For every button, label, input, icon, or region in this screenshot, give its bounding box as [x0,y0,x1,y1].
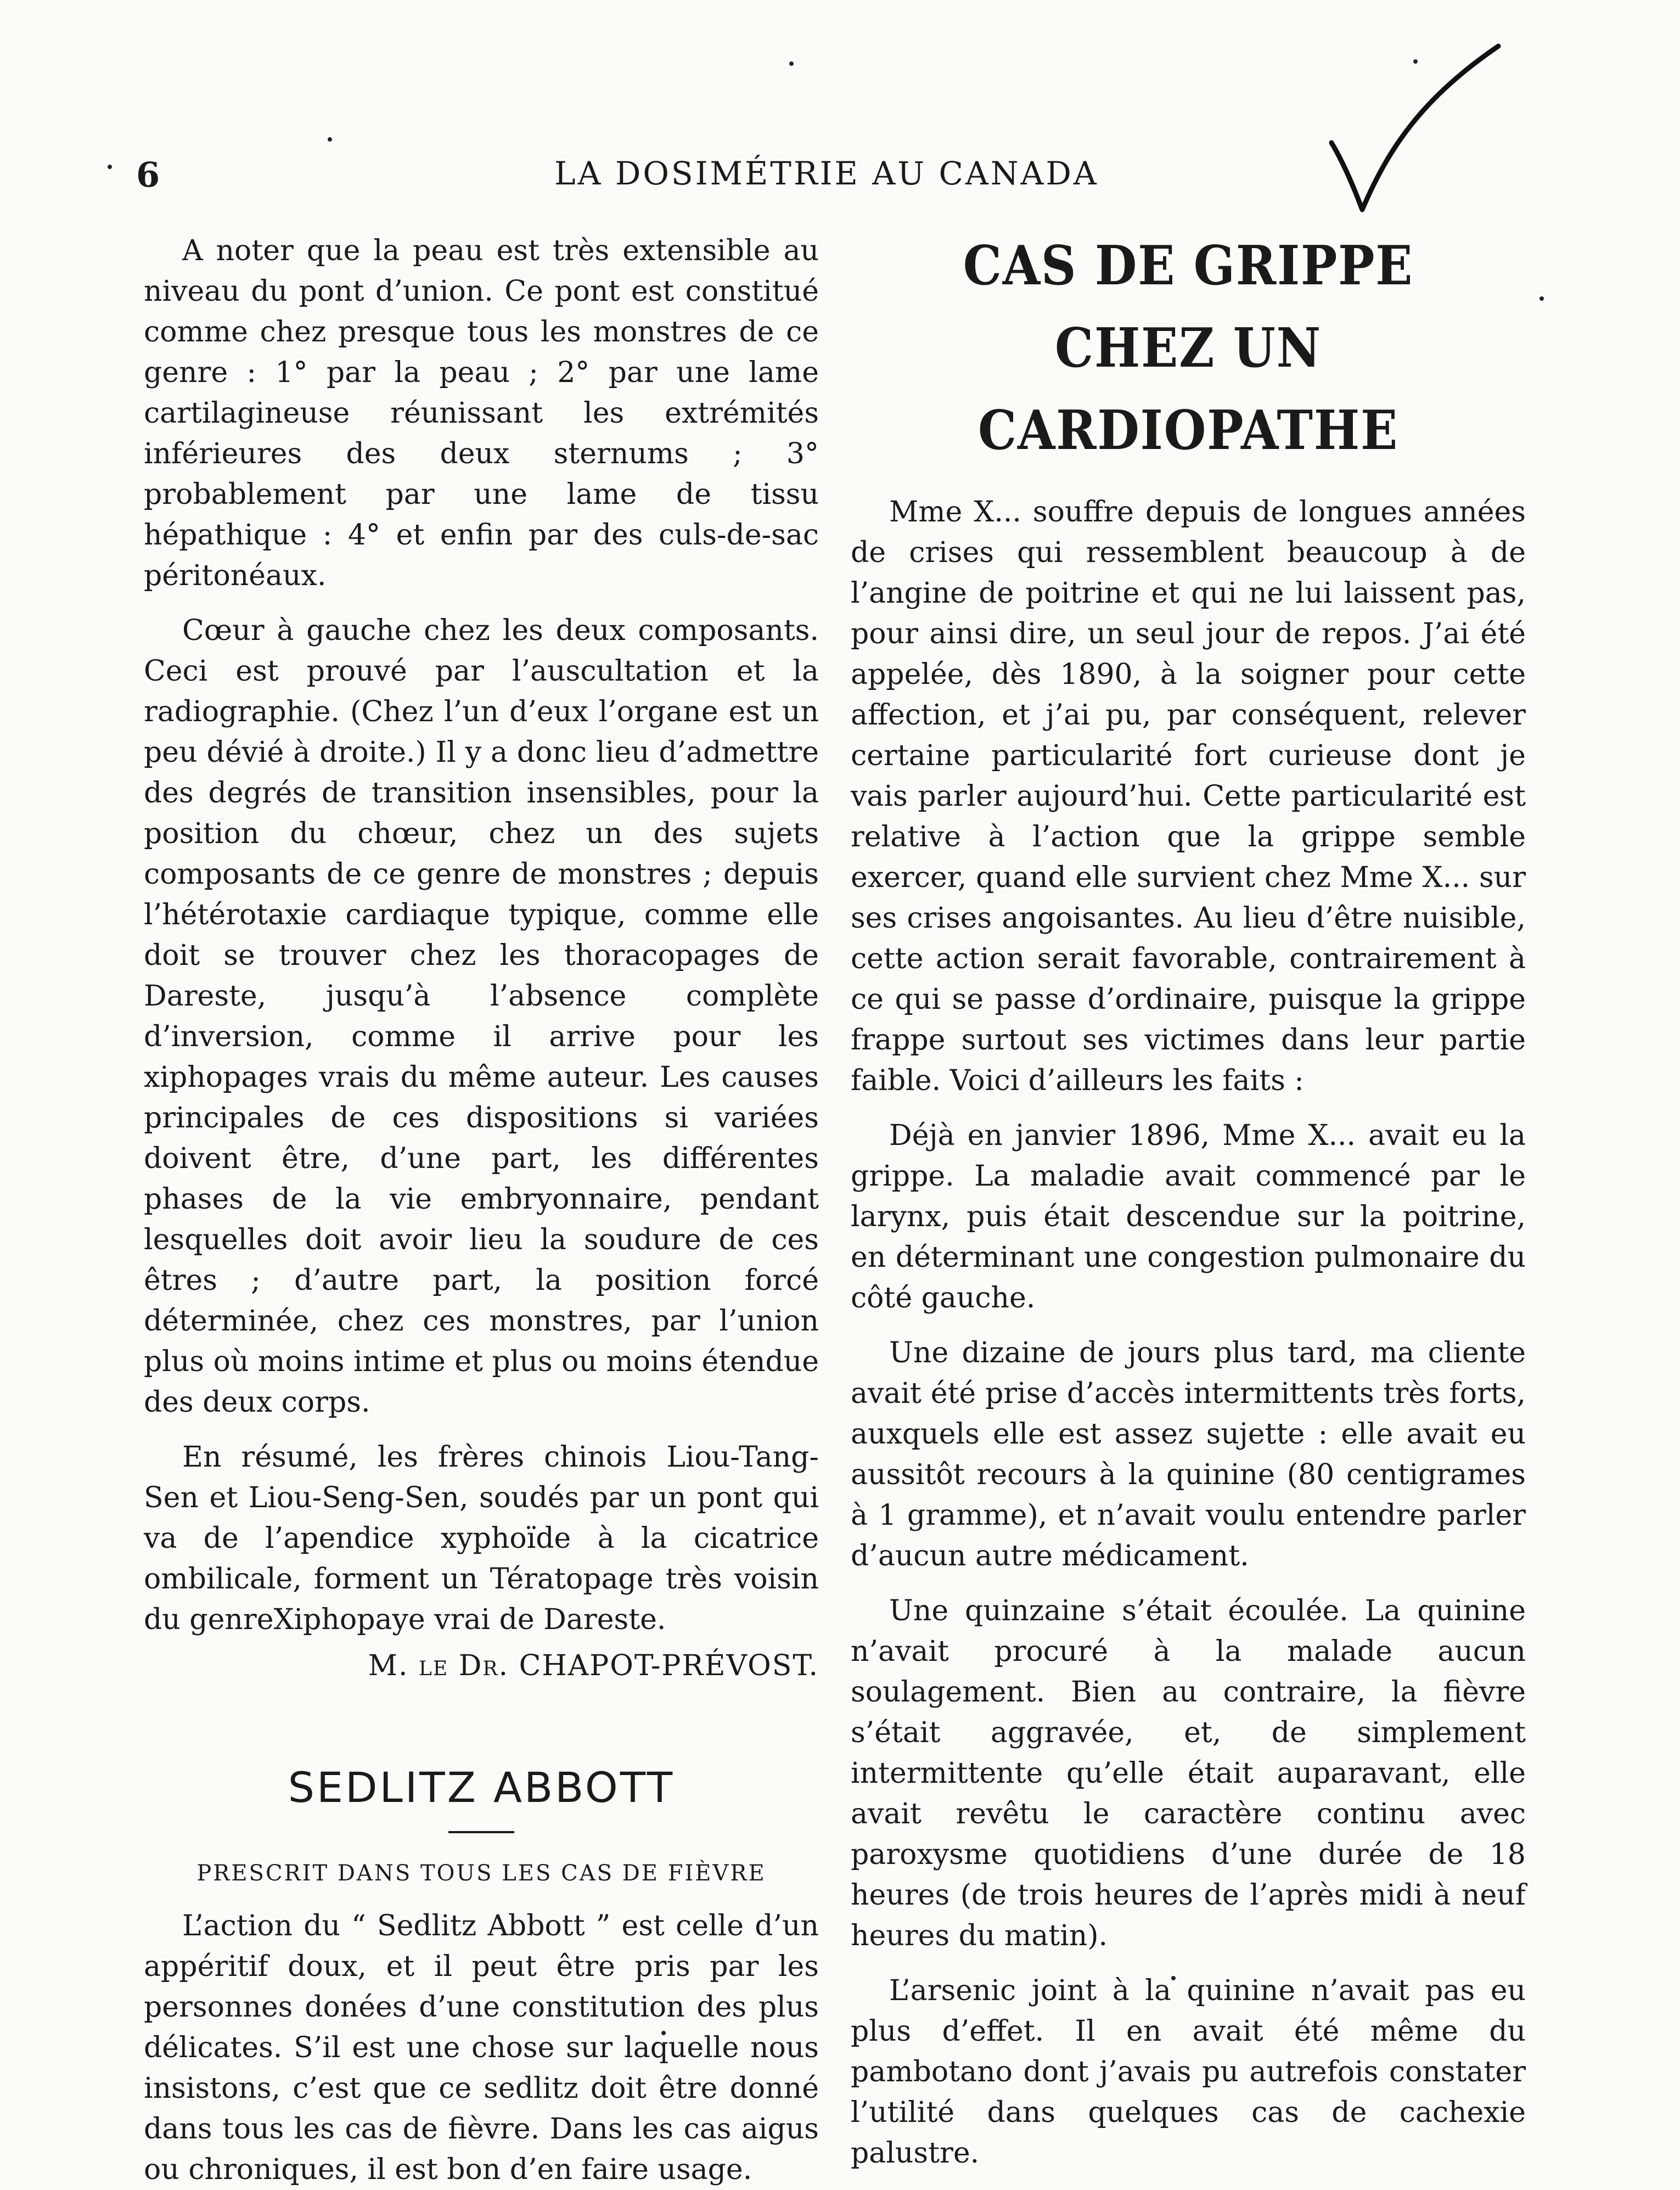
paragraph: Mme X... souffre depuis de longues années de crises qui ressemblent beaucoup à de l’angine de poitrine et qui ne lui laissent pas, pour ainsi dire, un seul jour de repos. J’ai été appelée, dès 1890, à la soigner pour cette affection, et j’ai pu, par conséquent, relever certaine particularité fort curieuse dont je vais parler aujourd’hui. Cette particularité est relative à l’action que la grippe semble exercer, quand elle survient chez Mme X... sur ses crises angoisantes. Au lieu d’être nuisible, cette action serait favorable, contrairement à ce qui se passe d’ordinaire, puisque la grippe frappe surtout ses victimes dans leur partie faible. Voici d’ailleurs les faits : [851,496,1526,1097]
print-speck [789,61,794,66]
paragraph: Déjà en janvier 1896, Mme X... avait eu la grippe. La maladie avait commencé par le larynx, puis était descendue sur la poitrine, en déterminant une congestion pulmonaire du côté gauche. [851,1119,1526,1315]
left-column [144,231,819,2190]
print-speck [1413,59,1418,64]
running-title: LA DOSIMÉTRIE AU CANADA [554,155,1099,192]
print-speck [1539,296,1544,301]
print-speck [328,137,332,142]
title-rule [448,1831,514,1833]
right-column [851,231,1526,2174]
author-signature: M. le Dr. CHAPOT-PRÉVOST. [368,1649,819,1682]
checkmark-icon [1328,38,1504,214]
paragraph: Une quinzaine s’était écoulée. La quinine n’avait procuré à la malade aucun soulagement. Bien au contraire, la fièvre s’était aggravée, et, de simplement intermittente qu’elle était auparavant, elle avait revêtu le caractère continu avec paroxysme quotidiens d’une durée de 18 heures (de trois heures de l’après midi à neuf heures du matin). [851,1594,1526,1952]
paragraph: A noter que la peau est très extensible au niveau du pont d’union. Ce pont est constitué comme chez presque tous les monstres de ce genre : 1° par la peau ; 2° par une lame cartilagineuse réunissant les extrémités inférieures des deux sternums ; 3° probablement par une lame de tissu hépathique : 4° et enfin par des culs-de-sac péritonéaux. [144,234,819,592]
paragraph: L’arsenic joint à la quinine n’avait pas eu plus d’effet. Il en avait été même du pambotano dont j’avais pu autrefois constater l’utilité dans quelques cas de cachexie palustre. [851,1974,1526,2170]
paragraph: En résumé, les frères chinois Liou-Tang-Sen et Liou-Seng-Sen, soudés par un pont qui va de l’apendice xyphoïde à la cicatrice ombilicale, forment un Tératopage très voisin du genreXiphopaye vrai de Dareste. [144,1441,819,1636]
page-number: 6 [136,155,160,195]
print-speck [108,165,112,169]
paragraph: Cœur à gauche chez les deux composants. Ceci est prouvé par l’auscultation et la radiographie. (Chez l’un d’eux l’organe est un peu dévié à droite.) Il y a donc lieu d’admettre des degrés de transition insensibles, pour la position du chœur, chez un des sujets composants de ce genre de monstres ; depuis l’hétérotaxie cardiaque typique, comme elle doit se trouver chez les thoracopages de Dareste, jusqu’à l’absence complète d’inversion, comme il arrive pour les xiphopages vrais du même auteur. Les causes principales de ces dispositions si variées doivent être, d’une part, les différentes phases de la vie embryonnaire, pendant lesquelles doit avoir lieu la soudure de ces êtres ; d’autre part, la position forcé déterminée, chez ces monstres, par l’union plus où moins intime et plus ou moins étendue des deux corps. [144,614,819,1419]
section-title: SEDLITZ ABBOTT [288,1763,675,1812]
article-title: CAS DE GRIPPE CHEZ UN CARDIOPATHE [963,234,1414,462]
section-subtitle: PRESCRIT DANS TOUS LES CAS DE FIÈVRE [196,1861,766,1886]
paragraph: Une dizaine de jours plus tard, ma cliente avait été prise d’accès intermittents très forts, auxquels elle est assez sujette : elle avait eu aussitôt recours à la quinine (80 centigrames à 1 gramme), et n’avait voulu entendre parler d’aucun autre médicament. [851,1337,1526,1573]
paragraph: L’action du “ Sedlitz Abbott ” est celle d’un appéritif doux, et il peut être pris par les personnes donées d’une constitution des plus délicates. S’il est une chose sur laquelle nous insistons, c’est que ce sedlitz doit être donné dans tous les cas de fièvre. Dans les cas aigus ou chroniques, il est bon d’en faire usage. [144,1910,819,2186]
